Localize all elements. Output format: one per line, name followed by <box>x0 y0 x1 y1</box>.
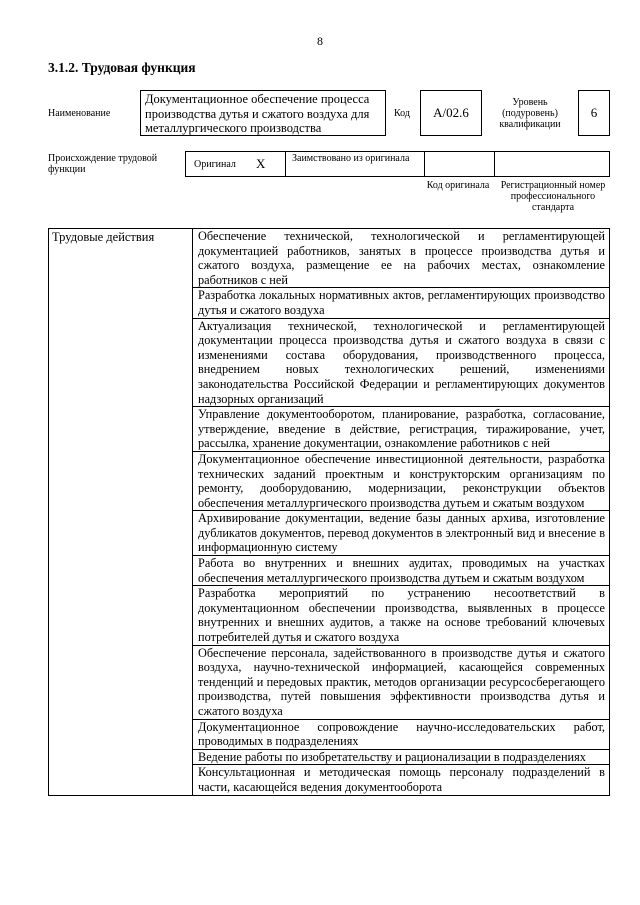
action-item: Актуализация технической, технологической и регламентирующей документации процесса производства дутья и сжатого воздуха в связи с изменениями состава оборудования, производственного процесса, внедрением новых технологических решений, изменениями законодательства Российской Федерации и регламентирующих документов надзорных организаций <box>193 318 610 407</box>
action-item: Обеспечение персонала, задействованного в производстве дутья и сжатого воздуха, научно-технической информацией, касающейся современных тенденций и передовых практик, методов организации ресурсосберегающего производства, путей повышения эффективности производства дутья и сжатого воздуха <box>193 645 610 719</box>
name-label: Наименование <box>48 107 111 119</box>
action-item: Ведение работы по изобретательству и рационализации в подразделениях <box>193 749 610 765</box>
actions-table <box>48 228 610 796</box>
action-item: Документационное обеспечение инвестиционной деятельности, разработка технических заданий проектным и конструкторским организациям по ремонту, дооборудованию, модернизации, реконструкции объектов обеспечения металлургического производства дутьем и сжатым воздухом <box>193 451 610 510</box>
code-original-label: Код оригинала <box>426 180 490 191</box>
action-item: Управление документооборотом, планирование, разработка, согласование, утверждение, введение в действие, регистрация, тиражирование, учет, рассылка, хранение документации, ознакомление работников с ней <box>193 407 610 452</box>
action-item: Архивирование документации, ведение базы данных архива, изготовление дубликатов документов, перевод документов в электронный вид и внесение в информационную систему <box>193 511 610 556</box>
page-number: 8 <box>317 34 323 48</box>
name-value: Документационное обеспечение процесса производства дутья и сжатого воздуха для металлургического производства <box>140 90 386 136</box>
code-value: A/02.6 <box>420 90 482 136</box>
action-item: Документационное сопровождение научно-исследовательских работ, проводимых в подразделениях <box>193 719 610 749</box>
action-item: Разработка локальных нормативных актов, регламентирующих производство дутья и сжатого воздуха <box>193 288 610 318</box>
section-title: 3.1.2. Трудовая функция <box>48 60 196 75</box>
action-item: Разработка мероприятий по устранению несоответствий в документационном обеспечении производства, выявленных в процессе внутренних и внешних аудитов, а также на основе требований ключевых потребителей дутья и сжатого воздуха <box>193 586 610 645</box>
actions-label: Трудовые действия <box>49 229 193 796</box>
borrowed-label: Заимствовано из оригинала <box>292 153 410 164</box>
origin-divider <box>285 151 286 177</box>
origin-row <box>185 151 610 177</box>
origin-divider <box>494 151 495 177</box>
action-item: Работа во внутренних и внешних аудитах, проводимых на участках обеспечения металлургического производства дутьем и сжатым воздухом <box>193 556 610 586</box>
reg-number-label: Регистрационный номер профессионального стандарта <box>500 180 606 213</box>
original-mark: X <box>256 156 266 171</box>
original-label: Оригинал <box>194 158 236 170</box>
origin-divider <box>424 151 425 177</box>
code-label: Код <box>394 107 410 119</box>
level-value: 6 <box>578 90 610 136</box>
level-label: Уровень (подуровень) квалификации <box>499 96 561 130</box>
table-row <box>49 229 610 288</box>
action-item: Консультационная и методическая помощь персоналу подразделений в части, касающейся ведения документооборота <box>193 765 610 795</box>
action-item: Обеспечение технической, технологической и регламентирующей документацией работников, занятых в процессе производства дутья и сжатого воздуха, размещение ее на рабочих местах, ознакомление работников с ней <box>193 229 610 288</box>
origin-label: Происхождение трудовой функции <box>48 153 158 175</box>
